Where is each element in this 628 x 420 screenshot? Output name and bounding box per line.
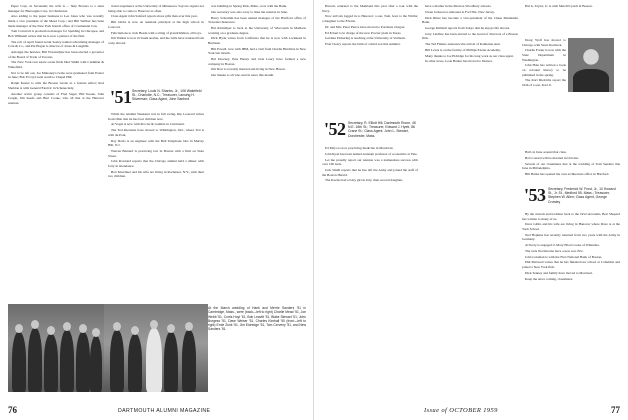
person-figure <box>182 330 196 392</box>
paragraph: Dick Ritter has become a vice-president of the Chase Manhattan Bank. <box>422 15 518 25</box>
paragraph: Felicitations to Jack Beede with a string of grandchildren, all boys. <box>111 30 202 35</box>
right-column-2 <box>422 4 518 386</box>
paragraph: Jim Walker is now in Saudi Arabia, and the Gills have returned from a trip abroad. <box>108 36 204 45</box>
right-column-1b <box>322 146 418 386</box>
paragraph: Owen Jackson is stationed at Fort Dix, New Jersey. <box>425 9 495 14</box>
paragraph: Charlie Foster is now with the State Department in Washington. <box>522 48 566 62</box>
page-number: 76 <box>8 405 17 415</box>
person-face <box>131 326 139 335</box>
wedding-group-photo <box>8 304 104 392</box>
paragraph: Keep the news coming, classmates. <box>525 276 574 281</box>
person-face <box>185 322 193 331</box>
class-officers: Secretary, Louis N. Shanks, Jr., 106 Wakefield St., Charlotte, N.C.; Treasurer, Lansing H. Silverman; Class Agent, John Sanford <box>132 89 202 102</box>
class-officers: Secretary, Frederick W. Frost, Jr., 10 Howard St., Jr. St., Medford 55, Mass.; Treasurer, Stephen W. Allen; Class Agent, George Crowley <box>548 187 616 204</box>
person-face <box>15 324 23 333</box>
person-face <box>167 324 175 333</box>
paragraph: Ralph Keeler is with the Boston Globe as a feature editor; Rod Sheldon is with General Electric in Schenectady. <box>8 81 104 90</box>
paragraph: Dick Hyde writes from California that he is now with Lockheed in Burbank. <box>208 36 306 45</box>
paragraph: Dick Tenney and family have moved to Montreal. <box>525 270 593 275</box>
right-page <box>314 0 628 420</box>
class-officers: Secretary, R. Elliott Hill, Dartmouth Room, 45 N.E. 16th St.; Treasurer, Edward J. Hyett, 86 Crane St.; Class Agent, John L. Stewart, Dorchester, Mass. <box>348 121 416 138</box>
paragraph: Bill Powell, now with IBM, had a visit from Charlie Hutchins in New York last month. <box>208 46 306 56</box>
paragraph: Ned Hopkins has recently returned from two years with the Army in Germany. <box>522 232 620 242</box>
person-figure <box>128 334 142 392</box>
paragraph: George Kimball reports from Tokyo that he enjoys life abroad. <box>425 25 510 30</box>
right-column-4b <box>522 212 620 388</box>
paragraph: Our thanks to all who sent in news this month. <box>211 73 275 78</box>
paragraph: Another active group consists of Fred Sager, Bill Keane, John Cragin, Jim Keefe and Burt Cooke, who all met at the Hanover reunion. <box>8 91 104 105</box>
paragraph: Dr. and Mrs. Peter Pierce have moved to Portland, Oregon. <box>325 24 406 29</box>
paragraph: The Karl Dietrichs report the birth of a son, Karl Jr. <box>522 78 566 87</box>
paragraph: The Ted Fishers announce the arrival of Katherine Ann. <box>425 42 501 47</box>
paragraph: Several of our classmates met at the wedding of Tom Sanders this June in Philadelphia. <box>522 161 620 171</box>
paragraph: Hal Downey, Pete Haney and Jack Leary have formed a new company in Boston. <box>208 57 306 66</box>
person-figure <box>28 328 42 392</box>
paragraph: Not to be left out, Joe Mahoney's twins were graduated from Exeter in June; Bob Ecroyd went south to Chapel Hill. <box>8 70 104 80</box>
paragraph: Bill Lewis is on the faculty of Phillips Exeter Academy. <box>425 47 501 52</box>
paragraph: Al Vogel is now with Procter & Gamble in Cincinnati. <box>111 122 185 127</box>
paragraph: John Coleman is with the First National Bank of Boston. <box>525 254 603 259</box>
paragraph: Hawaii, returned to the Mainland this year after a tour with the Navy. <box>322 4 418 13</box>
paragraph: Let me proudly report our reunion was a tremendous success with over 160 back. <box>322 157 418 167</box>
left-column-1 <box>8 4 104 304</box>
person-figure <box>110 330 124 392</box>
paragraph: By the custom and tradition back to the 1952 ski teams, Bert Shepard has written to many of us. <box>522 212 620 221</box>
paragraph: Ed Eckert is in charge of the new Procter plant in Texas. <box>325 30 402 35</box>
paragraph: The roll of April found Grant Seeley named advertising manager of Cole & Co., and Pat Hogan is director of Jones & Laughlin. <box>8 39 104 49</box>
paragraph: Harry Schramm has been named manager of the Hartford office of Travelers Insurance. <box>208 15 306 25</box>
paragraph: John Rowland reports that the Chicago alumni held a dinner with forty in attendance. <box>108 159 204 168</box>
right-column-4 <box>522 150 620 184</box>
paragraph: Hal A. Taylor, Jr. is with Merrill Lynch in Boston. <box>525 4 593 8</box>
right-column-3-top <box>522 4 620 36</box>
paragraph: In other news, Leon Barker has moved to Denver. <box>425 59 493 64</box>
page-number: 77 <box>611 405 620 415</box>
classmate-portrait <box>568 38 614 92</box>
wedding-group-photo-right <box>104 304 208 392</box>
person-figure <box>90 336 102 392</box>
class-year-heading: '53 <box>524 185 546 205</box>
person-face <box>113 322 121 331</box>
left-column-2 <box>108 4 204 84</box>
class-year-heading: '52 <box>324 119 346 139</box>
paragraph: Jerry Laidlaw has been elected to the board of directors of a Boston firm. <box>422 31 518 41</box>
issue-footer: Issue of OCTOBER 1959 <box>424 407 498 414</box>
person-face <box>92 328 100 337</box>
paragraph: John Hale has written a book on colonial history to be published in the spring. <box>522 63 566 77</box>
paragraph: While the Alumni Weekend was in full swing, Rip Leonard writes from Ohio that he has four children now. <box>108 112 204 121</box>
person-face <box>63 322 71 331</box>
paragraph: Jack Smith reports that he has left the Army and joined the staff of the Boston Herald. <box>322 167 418 177</box>
paragraph: Bill Burke has opened his own architecture office in Hartford. <box>525 171 610 176</box>
paragraph: The Ted Kiernans have moved to Wilmington, Del., where Ted is with du Pont. <box>108 128 204 137</box>
left-column-3 <box>208 4 306 304</box>
paragraph: Bob Kirschner and his wife are living in Rochester, N.Y., with their two children. <box>108 169 204 179</box>
paragraph: Fran Cleary reports the birth of a third son this summer. <box>325 42 401 47</box>
paragraph: John Ryan has been named assistant professor of economics at Yale. <box>325 151 418 156</box>
paragraph: Now arrivals logged in to Hanover: a son, Tom, born to the Wirths; a daughter to the Elwins. <box>322 14 418 23</box>
paragraph: Paper Corp. in Savannah; his wife is ... Skip Bowers is a sales manager for Burroughs Corp. in Charleston. <box>8 4 104 13</box>
person-face <box>47 326 55 335</box>
person-figure <box>44 334 58 392</box>
paragraph: Also adding to the paper business is Lee Jones who was recently made a vice president of the Mead Corp.; and Bill Webber has been made manager of the New York branch office of Continental Can. <box>8 14 104 28</box>
right-column-3 <box>522 38 566 148</box>
paragraph: Doug Wolf has moved to Chicago with Sears Roebuck. <box>522 38 566 47</box>
paragraph: Phil Maxwell writes that he has finished law school at Columbia and joined a New York firm. <box>522 260 620 270</box>
paragraph: Bill Gibbs is now an assistant principal at the high school in Concord. <box>108 20 204 29</box>
person-figure <box>60 330 74 392</box>
paragraph: have a mother in the Monroe-Woodbury schools. <box>425 4 492 8</box>
person-face <box>79 324 87 333</box>
paragraph: Ray Davis is an engineer with the Bell Telephone labs in Murray Hill, N.J. <box>108 138 204 148</box>
paragraph: Class Agent John Sanford reports more gifts than ever this year. <box>111 14 198 19</box>
person-figure <box>146 328 162 392</box>
paragraph: Jim Dow is recently married and living in New Haven. <box>211 67 286 72</box>
paragraph: Amongst the heavies, Bill Wortendyke has been elected a governor of the Board of Trade of Toronto. <box>8 50 104 59</box>
paragraph: Warren Barnard is practicing law in Boston with a firm on State Street. <box>108 148 204 158</box>
paragraph: Hall, in June around that class. <box>525 150 567 154</box>
paragraph: The New York real estate scene finds Dud Smith with Cushman & Wakefield. <box>8 60 104 70</box>
class-year-heading: '51 <box>110 87 132 107</box>
paragraph: Ed Mayo is now practicing medicine in Montclair. <box>325 146 394 150</box>
person-face <box>31 320 39 329</box>
person-figure <box>12 332 26 392</box>
paragraph: Many thanks to Joe Eldridge for his long work as our class agent. <box>425 53 514 58</box>
paragraph: Tom Cornwall is production manager for Spalding in Chicopee, and Bob Willheim writes that he is now a partner of the firm. <box>8 29 104 38</box>
paragraph: Al Perry is engaged to Mary Ellen Cooke of Winnetka. <box>525 243 600 248</box>
photo-caption: At the March wedding of Hank and Merrie Sanders '51 in Cambridge, Mass., were (back—left to right) Charlie Mead '51, Joe Webb '51, Curtis Hoyt '51, Bob Leavitt '51, Blake Stewart '51, John Burgess '51, Dave Weiser '51, Charles Kimball '50 (front—left to right) Ernie Zunk '51, Jim Eldredge '51, Tom Cerveny '51, and New Sanders '51. <box>208 306 306 332</box>
left-column-2b <box>108 112 204 302</box>
person-face <box>150 320 158 329</box>
paragraph: The Jack Nordstroms have a new son, Eric. <box>525 248 584 253</box>
paragraph: was building in Spring Park, Minn., now with the Bank. <box>211 4 288 8</box>
paragraph: Our secretary was also sorry to miss the reunion in June. <box>211 9 288 14</box>
paragraph: Hal Richtmyer is back at the University of Wisconsin in Madison working on a graduate degree. <box>208 25 306 35</box>
person-figure <box>164 332 178 392</box>
magazine-footer: DARTMOUTH ALUMNI MAGAZINE <box>118 408 211 414</box>
portrait-suit <box>573 69 610 92</box>
paragraph: Dave Gibbs and his wife are living in Hanover where Dave is at the Tuck School. <box>522 222 620 231</box>
right-column-1 <box>322 4 418 114</box>
paragraph: tional experience at the University of Minnesota. Says he regrets not being able to come to Hanover as often. <box>108 4 204 13</box>
paragraph: The Keefes had a baby girl in July, their second daughter. <box>325 178 403 183</box>
paragraph: Gardner Pickering is teaching at the University of Vermont. <box>325 36 406 41</box>
person-figure <box>76 332 90 392</box>
paragraph: Bob Conard will be married in October. <box>525 155 579 160</box>
